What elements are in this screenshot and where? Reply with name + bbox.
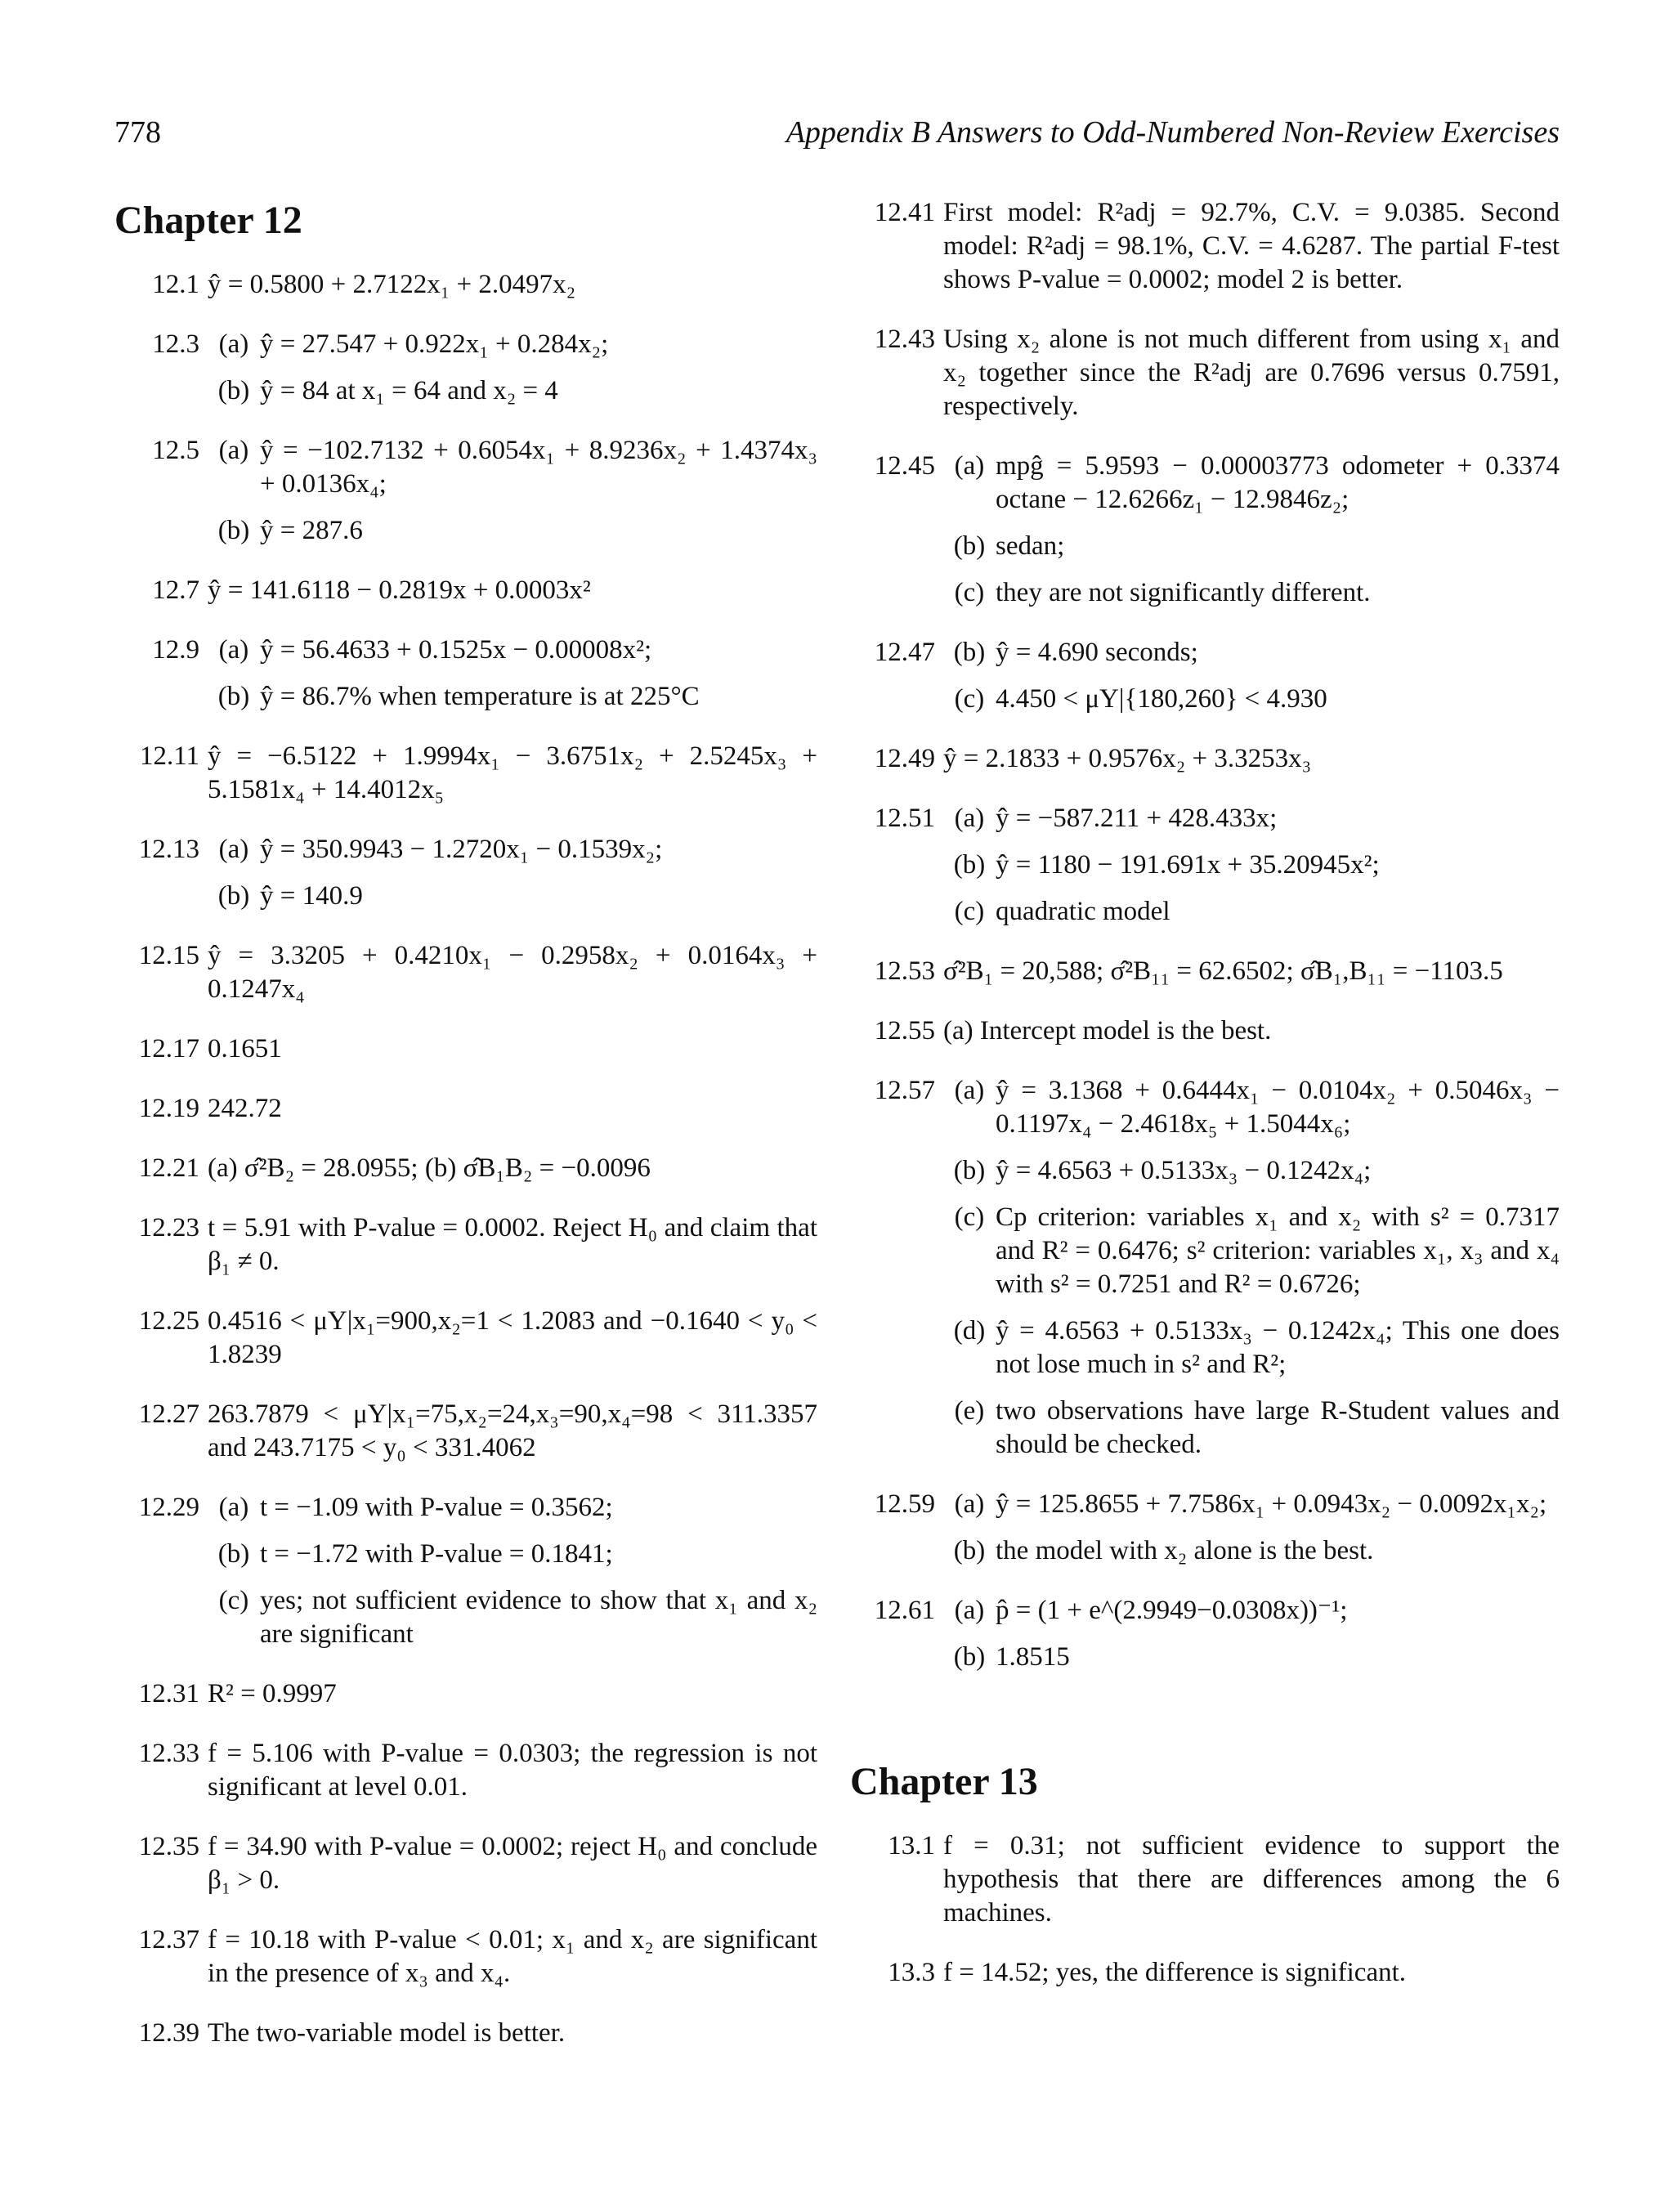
part-text: ŷ = −587.211 + 428.433x; <box>996 804 1278 833</box>
chapter-title: Chapter 13 <box>850 1760 1038 1803</box>
exercise-answer: ŷ = −6.5122 + 1.9994x₁ − 3.6751x₂ + 2.5245x₃ + 5.1581x₄ + 14.4012x₅ <box>208 741 817 804</box>
exercise-number: 12.23 <box>138 1213 199 1243</box>
part-text: ŷ = 56.4633 + 0.1525x − 0.00008x²; <box>260 635 652 665</box>
part-text: ŷ = 350.9943 − 1.2720x₁ − 0.1539x₂; <box>260 835 663 864</box>
exercise-answer <box>208 434 817 548</box>
answer-part <box>208 680 817 714</box>
exercise-number: 12.49 <box>874 744 935 773</box>
part-label: (a) <box>954 1596 985 1625</box>
answer-part <box>208 328 817 361</box>
exercise-number: 13.1 <box>888 1831 935 1860</box>
part-text: 1.8515 <box>996 1642 1070 1672</box>
part-text: ŷ = 27.547 + 0.922x₁ + 0.284x₂; <box>260 329 609 359</box>
exercise-number: 12.29 <box>138 1493 199 1522</box>
exercise-answer: R² = 0.9997 <box>208 1679 337 1708</box>
exercise-number: 12.5 <box>152 436 199 465</box>
answer-part <box>943 1488 1560 1521</box>
exercise-number: 12.13 <box>138 835 199 864</box>
answer-part <box>208 880 817 913</box>
exercise-number: 12.15 <box>138 941 199 970</box>
exercise-number: 12.47 <box>874 638 935 667</box>
exercise-item <box>850 1594 1560 1674</box>
exercise-number: 12.19 <box>138 1094 199 1123</box>
part-label: (a) <box>218 635 249 665</box>
exercise-answer: ŷ = 141.6118 − 0.2819x + 0.0003x² <box>208 575 591 605</box>
part-label: (a) <box>218 436 249 465</box>
exercise-answer <box>208 833 817 913</box>
exercise-item <box>114 1491 817 1651</box>
answer-part <box>943 530 1560 563</box>
exercise-answer: 242.72 <box>208 1094 282 1123</box>
exercise-item <box>114 1092 817 1126</box>
exercise-list <box>114 268 817 2050</box>
exercise-item <box>114 1152 817 1185</box>
part-text: ŷ = 140.9 <box>260 881 363 911</box>
exercise-answer: (a) Intercept model is the best. <box>943 1016 1272 1046</box>
exercise-item <box>850 955 1560 988</box>
exercise-number: 12.17 <box>138 1034 199 1063</box>
exercise-answer: ŷ = 2.1833 + 0.9576x₂ + 3.3253x₃ <box>943 744 1312 773</box>
part-label: (a) <box>954 1076 985 1105</box>
answer-part <box>943 683 1560 716</box>
exercise-answer: f = 5.106 with P-value = 0.0303; the regression is not significant at level 0.01. <box>208 1739 817 1802</box>
part-label: (b) <box>217 1539 250 1569</box>
exercise-item <box>850 742 1560 776</box>
part-text: sedan; <box>996 531 1065 561</box>
exercise-item <box>114 1305 817 1372</box>
exercise-item <box>114 1032 817 1066</box>
exercise-answer: 0.4516 < μY|x₁=900,x₂=1 < 1.2083 and −0.1640 < y₀ < 1.8239 <box>208 1306 817 1369</box>
exercise-item <box>850 450 1560 610</box>
part-text: they are not significantly different. <box>996 578 1371 607</box>
answer-part <box>208 374 817 408</box>
exercise-number: 12.9 <box>152 635 199 665</box>
exercise-number: 13.3 <box>888 1958 935 1987</box>
exercise-answer <box>943 636 1560 716</box>
right-column <box>850 196 1560 2016</box>
exercise-item <box>850 196 1560 297</box>
exercise-item <box>114 634 817 714</box>
part-label: (c) <box>218 1586 249 1615</box>
exercise-number: 12.59 <box>874 1489 935 1519</box>
exercise-number: 12.45 <box>874 451 935 481</box>
exercise-number: 12.43 <box>874 325 935 354</box>
answer-part <box>943 576 1560 610</box>
exercise-answer <box>943 802 1560 929</box>
exercise-number: 12.21 <box>138 1153 199 1183</box>
part-label: (e) <box>954 1396 985 1426</box>
part-text: the model with x₂ alone is the best. <box>996 1536 1374 1565</box>
part-text: two observations have large R-Student values and should be checked. <box>996 1396 1560 1459</box>
exercise-item <box>850 1488 1560 1568</box>
answer-part <box>943 849 1560 882</box>
part-label: (a) <box>954 451 985 481</box>
answer-part <box>208 514 817 548</box>
part-label: (b) <box>217 376 250 405</box>
exercise-number: 12.55 <box>874 1016 935 1046</box>
part-text: ŷ = 4.6563 + 0.5133x₃ − 0.1242x₄; <box>996 1156 1372 1185</box>
exercise-item <box>114 328 817 408</box>
part-label: (b) <box>217 881 250 911</box>
exercise-number: 12.25 <box>138 1306 199 1336</box>
part-label: (c) <box>954 1202 985 1232</box>
part-label: (a) <box>954 804 985 833</box>
exercise-number: 12.41 <box>874 198 935 227</box>
exercise-item <box>114 1737 817 1804</box>
answer-part <box>943 1314 1560 1381</box>
exercise-answer: f = 14.52; yes, the difference is significant. <box>943 1958 1407 1987</box>
part-label: (a) <box>218 835 249 864</box>
answer-part <box>943 1074 1560 1141</box>
part-text: mpĝ = 5.9593 − 0.00003773 odometer + 0.3374 octane − 12.6266z₁ − 12.9846z₂; <box>996 451 1560 514</box>
exercise-item <box>114 2017 817 2050</box>
running-title: Appendix B Answers to Odd-Numbered Non-Review Exercises <box>786 115 1560 150</box>
part-text: ŷ = 86.7% when temperature is at 225°C <box>260 682 700 711</box>
exercise-item <box>850 1829 1560 1930</box>
exercise-answer <box>943 1488 1560 1568</box>
exercise-item <box>850 1956 1560 1990</box>
exercise-item <box>850 636 1560 716</box>
exercise-number: 12.1 <box>152 270 199 299</box>
exercise-answer: ŷ = 0.5800 + 2.7122x₁ + 2.0497x₂ <box>208 270 576 299</box>
chapter-title: Chapter 12 <box>114 199 302 242</box>
exercise-number: 12.57 <box>874 1076 935 1105</box>
part-text: 4.450 < μY|{180,260} < 4.930 <box>996 684 1327 714</box>
exercise-answer <box>208 328 817 408</box>
exercise-number: 12.7 <box>152 575 199 605</box>
exercise-answer <box>943 1594 1560 1674</box>
exercise-item <box>114 740 817 807</box>
exercise-answer: First model: R²adj = 92.7%, C.V. = 9.0385. Second model: R²adj = 98.1%, C.V. = 4.6287. The partial F-test shows P-value = 0.0002; model 2 is better. <box>943 198 1560 294</box>
exercise-number: 12.53 <box>874 956 935 986</box>
part-label: (c) <box>954 897 985 926</box>
answer-part <box>943 802 1560 835</box>
answer-part <box>208 1584 817 1651</box>
exercise-number: 12.31 <box>138 1679 199 1708</box>
part-text: ŷ = 4.6563 + 0.5133x₃ − 0.1242x₄; This one does not lose much in s² and R²; <box>996 1316 1560 1379</box>
exercise-item <box>114 1677 817 1711</box>
part-label: (b) <box>953 1536 986 1565</box>
exercise-answer: t = 5.91 with P-value = 0.0002. Reject H₀ and claim that β₁ ≠ 0. <box>208 1213 817 1276</box>
exercise-item <box>114 268 817 302</box>
exercise-number: 12.39 <box>138 2018 199 2048</box>
part-text: ŷ = 84 at x₁ = 64 and x₂ = 4 <box>260 376 558 405</box>
part-text: yes; not sufficient evidence to show that x₁ and x₂ are significant <box>260 1586 817 1649</box>
exercise-number: 12.35 <box>138 1832 199 1861</box>
part-label: (b) <box>953 638 986 667</box>
exercise-answer: σ̂²B₁ = 20,588; σ̂²B₁₁ = 62.6502; σ̂B₁,B₁₁ = −1103.5 <box>943 956 1503 986</box>
answer-part <box>943 895 1560 929</box>
exercise-answer: f = 0.31; not sufficient evidence to support the hypothesis that there are differences among the 6 machines. <box>943 1831 1560 1928</box>
part-text: quadratic model <box>996 897 1170 926</box>
part-text: ŷ = 3.1368 + 0.6444x₁ − 0.0104x₂ + 0.5046x₃ − 0.1197x₄ − 2.4618x₅ + 1.5044x₆; <box>996 1076 1560 1139</box>
part-label: (c) <box>954 578 985 607</box>
exercise-answer: The two-variable model is better. <box>208 2018 566 2048</box>
exercise-answer <box>943 1074 1560 1462</box>
exercise-list <box>850 196 1560 1674</box>
part-label: (b) <box>953 1156 986 1185</box>
part-label: (c) <box>954 684 985 714</box>
exercise-item <box>850 802 1560 929</box>
exercise-number: 12.27 <box>138 1399 199 1429</box>
part-text: Cp criterion: variables x₁ and x₂ with s² = 0.7317 and R² = 0.6476; s² criterion: variables x₁, x₃ and x₄ with s² = 0.7251 and R² = 0.6726; <box>996 1202 1560 1299</box>
exercise-number: 12.51 <box>874 804 935 833</box>
exercise-item <box>850 323 1560 423</box>
part-label: (b) <box>217 516 250 545</box>
exercise-number: 12.11 <box>139 741 199 771</box>
part-text: ŷ = 287.6 <box>260 516 363 545</box>
answer-part <box>208 1491 817 1525</box>
part-label: (a) <box>218 329 249 359</box>
exercise-answer <box>943 450 1560 610</box>
answer-part <box>943 1534 1560 1568</box>
answer-part <box>943 1641 1560 1674</box>
exercise-answer: 0.1651 <box>208 1034 282 1063</box>
exercise-item <box>114 1211 817 1278</box>
answer-part <box>208 1538 817 1571</box>
exercise-answer <box>208 634 817 714</box>
left-column <box>114 196 817 2076</box>
page-number: 778 <box>114 115 161 150</box>
answer-part <box>943 1395 1560 1462</box>
part-label: (b) <box>217 682 250 711</box>
exercise-answer: f = 10.18 with P-value < 0.01; x₁ and x₂ are significant in the presence of x₃ and x₄. <box>208 1925 817 1988</box>
exercise-item <box>850 1074 1560 1462</box>
answer-part <box>943 1201 1560 1301</box>
exercise-item <box>114 1830 817 1897</box>
exercise-item <box>114 833 817 913</box>
exercise-answer: ŷ = 3.3205 + 0.4210x₁ − 0.2958x₂ + 0.0164x₃ + 0.1247x₄ <box>208 941 817 1004</box>
exercise-answer: 263.7879 < μY|x₁=75,x₂=24,x₃=90,x₄=98 < 311.3357 and 243.7175 < y₀ < 331.4062 <box>208 1399 817 1462</box>
answer-part <box>943 450 1560 517</box>
part-text: ŷ = 125.8655 + 7.7586x₁ + 0.0943x₂ − 0.0092x₁x₂; <box>996 1489 1547 1519</box>
part-text: ŷ = −102.7132 + 0.6054x₁ + 8.9236x₂ + 1.4374x₃ + 0.0136x₄; <box>260 436 817 499</box>
answer-part <box>943 1594 1560 1628</box>
page-header <box>114 114 1560 163</box>
part-label: (b) <box>953 850 986 880</box>
part-text: ŷ = 1180 − 191.691x + 35.20945x²; <box>996 850 1380 880</box>
exercise-list <box>850 1829 1560 1990</box>
part-label: (a) <box>954 1489 985 1519</box>
answer-part <box>208 634 817 667</box>
exercise-answer: Using x₂ alone is not much different from using x₁ and x₂ together since the R²adj are 0.7696 versus 0.7591, respectively. <box>943 325 1560 421</box>
exercise-item <box>114 939 817 1006</box>
part-label: (b) <box>953 531 986 561</box>
exercise-item <box>114 434 817 548</box>
answer-part <box>208 434 817 501</box>
part-text: p̂ = (1 + e^(2.9949−0.0308x))⁻¹; <box>996 1596 1348 1625</box>
exercise-item <box>114 1398 817 1465</box>
part-label: (b) <box>953 1642 986 1672</box>
part-text: ŷ = 4.690 seconds; <box>996 638 1198 667</box>
part-label: (a) <box>218 1493 249 1522</box>
part-text: t = −1.09 with P-value = 0.3562; <box>260 1493 613 1522</box>
exercise-number: 12.33 <box>138 1739 199 1768</box>
exercise-number: 12.37 <box>138 1925 199 1955</box>
answer-part <box>943 1154 1560 1188</box>
part-label: (d) <box>953 1316 986 1346</box>
exercise-number: 12.61 <box>874 1596 935 1625</box>
exercise-item <box>850 1014 1560 1048</box>
exercise-answer: f = 34.90 with P-value = 0.0002; reject H₀ and conclude β₁ > 0. <box>208 1832 817 1895</box>
answer-part <box>943 636 1560 669</box>
exercise-number: 12.3 <box>152 329 199 359</box>
exercise-answer: (a) σ̂²B₂ = 28.0955; (b) σ̂B₁B₂ = −0.0096 <box>208 1153 651 1183</box>
exercise-item <box>114 1923 817 1990</box>
part-text: t = −1.72 with P-value = 0.1841; <box>260 1539 613 1569</box>
exercise-answer <box>208 1491 817 1651</box>
exercise-item <box>114 574 817 607</box>
answer-part <box>208 833 817 866</box>
